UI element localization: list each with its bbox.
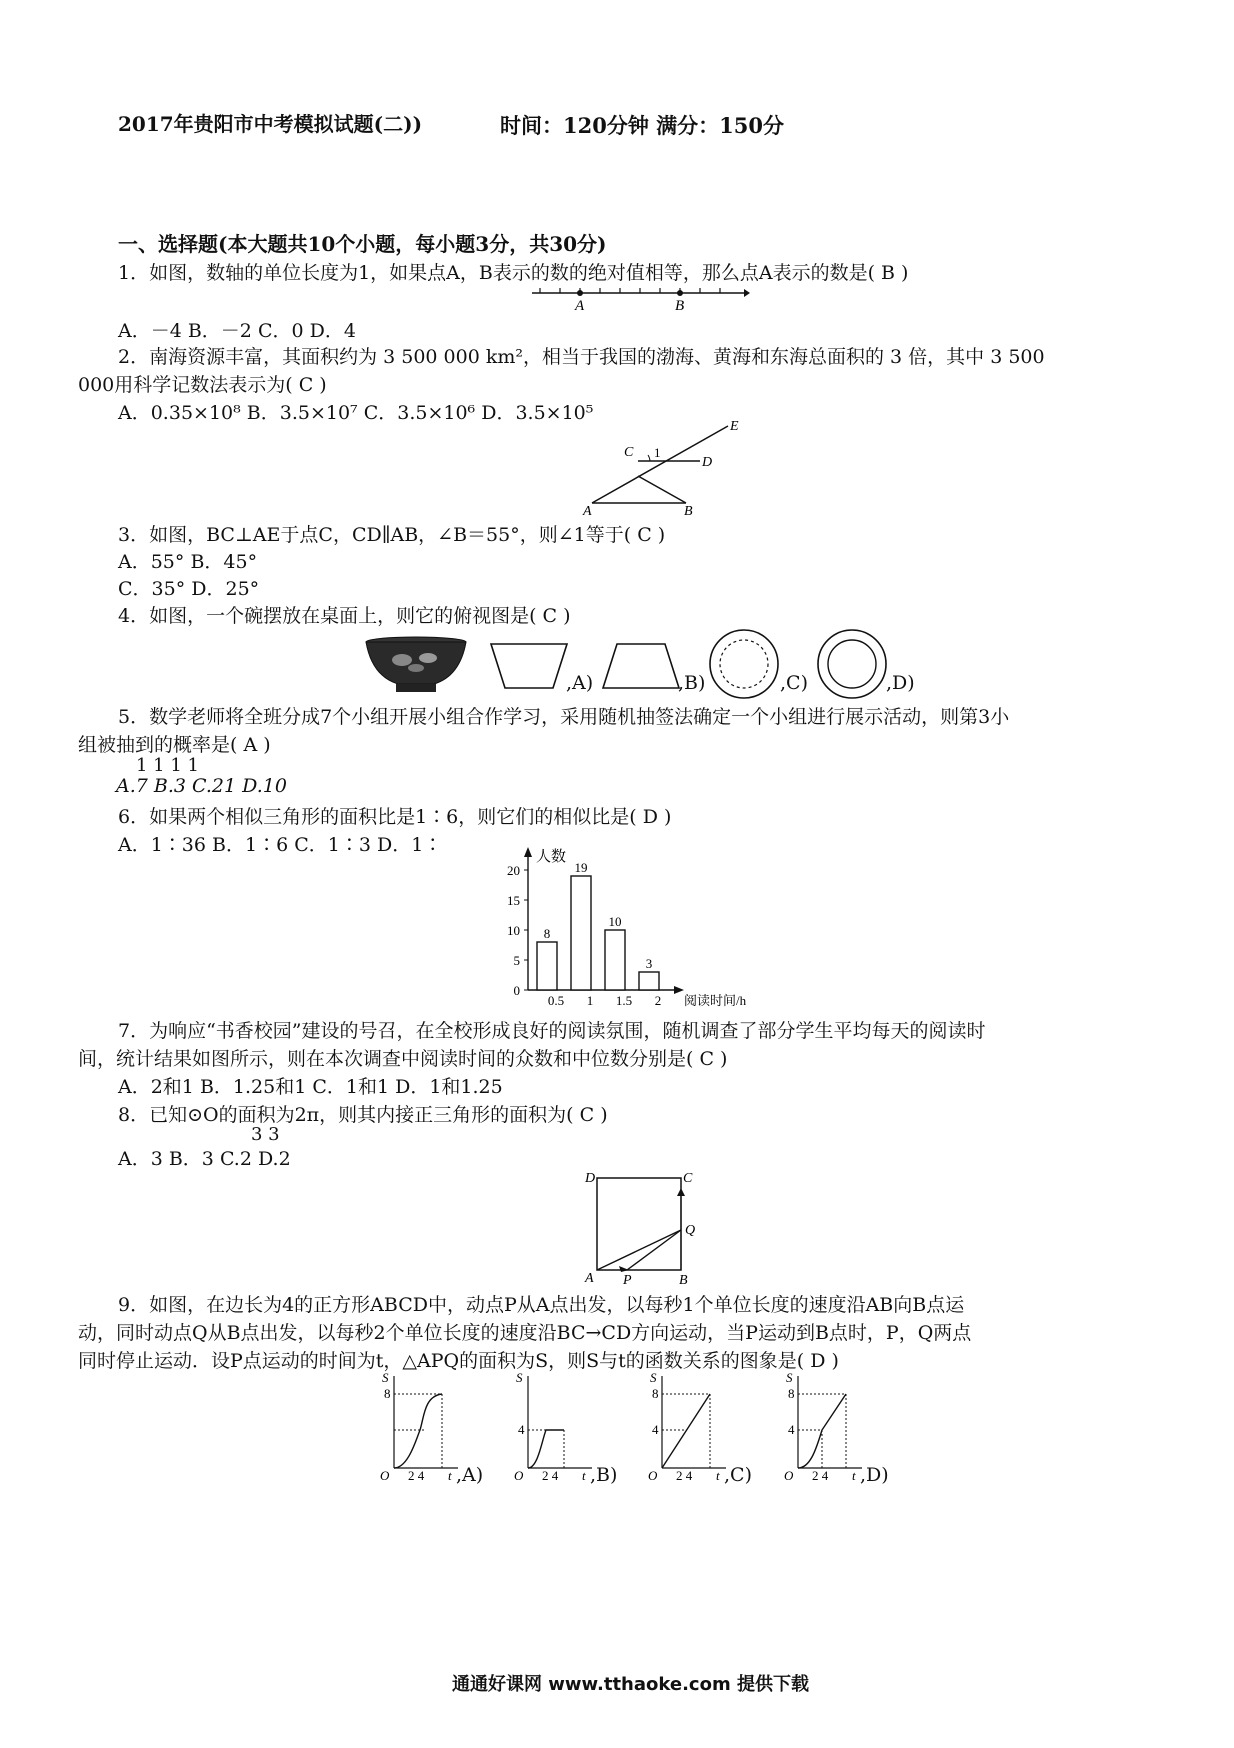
q9-line2: 动，同时动点Q从B点出发，以每秒2个单位长度的速度沿BC→CD方向运动，当P运动到B点时，P，Q两点 <box>78 1322 972 1344</box>
chart-data-label: 8 <box>543 926 551 941</box>
q1-label-a: A <box>575 298 585 313</box>
q8-options: A．3 B．3 C.2 D.2 <box>118 1148 291 1170</box>
footer-text: 通通好课网 www.tthaoke.com 提供下载 <box>452 1674 809 1695</box>
q9-square-figure <box>575 1168 725 1288</box>
graph-d-8-label: 8 <box>788 1386 795 1401</box>
q4-option-b-shape <box>600 640 682 692</box>
q4-stem: 4．如图，一个碗摆放在桌面上，则它的俯视图是( C ) <box>118 605 571 627</box>
graph-c-o-label: O <box>648 1468 658 1482</box>
q9-label-a: A <box>585 1271 594 1286</box>
q9-label-b: B <box>679 1273 688 1288</box>
graph-d-4-label: 4 <box>788 1422 795 1437</box>
q6-stem: 6．如果两个相似三角形的面积比是1∶6，则它们的相似比是( D ) <box>118 806 672 828</box>
exam-title: 2017年贵阳市中考模拟试题(二)) <box>118 112 423 136</box>
graph-c-s-label: S <box>650 1370 657 1385</box>
graph-a-ticks-label: 2 4 <box>408 1468 425 1482</box>
q4-option-d-shape <box>816 628 888 700</box>
chart-bar <box>605 930 625 990</box>
q9-option-c-graph <box>646 1370 736 1482</box>
q5-options: A.7 B.3 C.21 D.10 <box>116 775 287 797</box>
chart-xtick-label: 1.5 <box>615 993 633 1008</box>
q5-line2: 组被抽到的概率是( A ) <box>78 734 271 756</box>
chart-xtick-label: 2 <box>654 993 662 1008</box>
chart-xtick-label: 1 <box>586 993 594 1008</box>
q1-number-line <box>530 283 752 313</box>
chart-ytick-label: 0 <box>513 983 520 998</box>
q9-option-b-graph <box>512 1370 602 1482</box>
chart-bar <box>639 972 659 990</box>
graph-d-s-label: S <box>786 1370 793 1385</box>
q4-option-d-label: ,D) <box>886 672 915 694</box>
chart-data-label: 19 <box>574 860 588 875</box>
q4-option-a-label: ,A) <box>566 672 594 694</box>
chart-data-label: 10 <box>608 914 622 929</box>
q3-label-e: E <box>730 419 739 434</box>
graph-b-t-label: t <box>582 1468 586 1482</box>
graph-d-ticks-label: 2 4 <box>812 1468 829 1482</box>
q7-bar-chart <box>480 845 780 1015</box>
q9-option-a-graph <box>378 1370 468 1482</box>
section-heading: 一、选择题(本大题共10个小题，每小题3分，共30分) <box>118 232 607 256</box>
q4-bowl-image <box>362 636 470 696</box>
q9-label-p: P <box>623 1273 632 1288</box>
q3-label-a: A <box>583 504 592 518</box>
q3-options-row1: A．55° B．45° <box>118 551 258 573</box>
q4-option-b-label: ,B) <box>678 672 706 694</box>
chart-xlabel: 阅读时间/h <box>684 993 747 1008</box>
graph-d-o-label: O <box>784 1468 794 1482</box>
q4-option-c-shape <box>708 628 780 700</box>
graph-b-ticks-label: 2 4 <box>542 1468 559 1482</box>
q9-option-d-graph <box>782 1370 872 1482</box>
exam-time-info: 时间：120分钟 满分：150分 <box>500 113 784 138</box>
q7-line1: 7．为响应“书香校园”建设的号召，在全校形成良好的阅读氛围，随机调查了部分学生平均每天的阅读时 <box>118 1020 986 1042</box>
q9-label-d: D <box>585 1171 596 1186</box>
chart-ytick-label: 20 <box>507 863 520 878</box>
q9-option-d-label: ,D) <box>860 1464 889 1486</box>
chart-ytick-label: 5 <box>513 953 520 968</box>
q5-numerators: 1 1 1 1 <box>136 755 199 776</box>
chart-xtick-label: 0.5 <box>547 993 565 1008</box>
q4-option-c-label: ,C) <box>780 672 808 694</box>
graph-b-4-label: 4 <box>518 1422 525 1437</box>
graph-a-t-label: t <box>448 1468 452 1482</box>
q5-line1: 5．数学老师将全班分成7个小组开展小组合作学习，采用随机抽签法确定一个小组进行展示活动，则第3小 <box>118 706 1010 728</box>
q3-line-cb <box>638 476 686 503</box>
graph-d-t-label: t <box>852 1468 856 1482</box>
q3-stem: 3．如图，BC⊥AE于点C，CD∥AB，∠B＝55°，则∠1等于( C ) <box>118 524 666 546</box>
q2-options: A．0.35×10⁸ B．3.5×10⁷ C．3.5×10⁶ D．3.5×10⁵ <box>118 402 594 424</box>
graph-b-s-label: S <box>516 1370 523 1385</box>
q3-figure <box>580 418 760 518</box>
graph-c-8-label: 8 <box>652 1386 659 1401</box>
graph-c-ticks-label: 2 4 <box>676 1468 693 1482</box>
q9-option-a-label: ,A) <box>456 1464 484 1486</box>
chart-data-label: 3 <box>645 956 653 971</box>
graph-c-t-label: t <box>716 1468 720 1482</box>
q7-line2: 间，统计结果如图所示，则在本次调查中阅读时间的众数和中位数分别是( C ) <box>78 1048 728 1070</box>
q9-label-q: Q <box>685 1223 696 1238</box>
q1-stem: 1．如图，数轴的单位长度为1，如果点A，B表示的数的绝对值相等，那么点A表示的数是( B ) <box>118 262 909 284</box>
q1-label-b: B <box>675 298 685 313</box>
graph-b-o-label: O <box>514 1468 524 1482</box>
q7-options: A．2和1 B．1.25和1 C．1和1 D．1和1.25 <box>118 1076 503 1098</box>
chart-ytick-label: 15 <box>507 893 520 908</box>
chart-ytick-label: 10 <box>507 923 520 938</box>
q3-label-b: B <box>684 504 693 518</box>
q8-numerators: 3 3 <box>251 1124 280 1145</box>
q3-label-angle1: 1 <box>654 445 661 460</box>
chart-bar <box>571 876 591 990</box>
q2-line2: 000用科学记数法表示为( C ) <box>78 374 327 396</box>
graph-c-4-label: 4 <box>652 1422 659 1437</box>
graph-a-8-label: 8 <box>384 1386 391 1401</box>
q9-line3: 同时停止运动．设P点运动的时间为t，△APQ的面积为S，则S与t的函数关系的图象是( D ) <box>78 1350 839 1372</box>
q1-point-b <box>677 290 683 296</box>
q2-line1: 2．南海资源丰富，其面积约为 3 500 000 km²，相当于我国的渤海、黄海和东海总面积的 3 倍，其中 3 500 <box>118 346 1045 368</box>
q6-options: A．1∶36 B．1∶6 C．1∶3 D．1∶ <box>118 834 443 856</box>
q9-label-c: C <box>683 1171 693 1186</box>
q9-option-b-label: ,B) <box>590 1464 618 1486</box>
q4-option-a-shape <box>488 640 570 692</box>
graph-a-s-label: S <box>382 1370 389 1385</box>
chart-ylabel: 人数 <box>536 849 567 865</box>
q1-point-a <box>577 290 583 296</box>
q3-label-c: C <box>624 445 634 460</box>
graph-a-o-label: O <box>380 1468 390 1482</box>
q3-options-row2: C．35° D．25° <box>118 578 260 600</box>
q3-label-d: D <box>702 455 713 470</box>
q9-option-c-label: ,C) <box>724 1464 752 1486</box>
q1-options: A．－4 B．－2 C．0 D．4 <box>118 320 356 342</box>
q9-line1: 9．如图，在边长为4的正方形ABCD中，动点P从A点出发，以每秒1个单位长度的速度沿AB向B点运 <box>118 1294 965 1316</box>
chart-bar <box>537 942 557 990</box>
q8-stem: 8．已知⊙O的面积为2π，则其内接正三角形的面积为( C ) <box>118 1104 608 1126</box>
